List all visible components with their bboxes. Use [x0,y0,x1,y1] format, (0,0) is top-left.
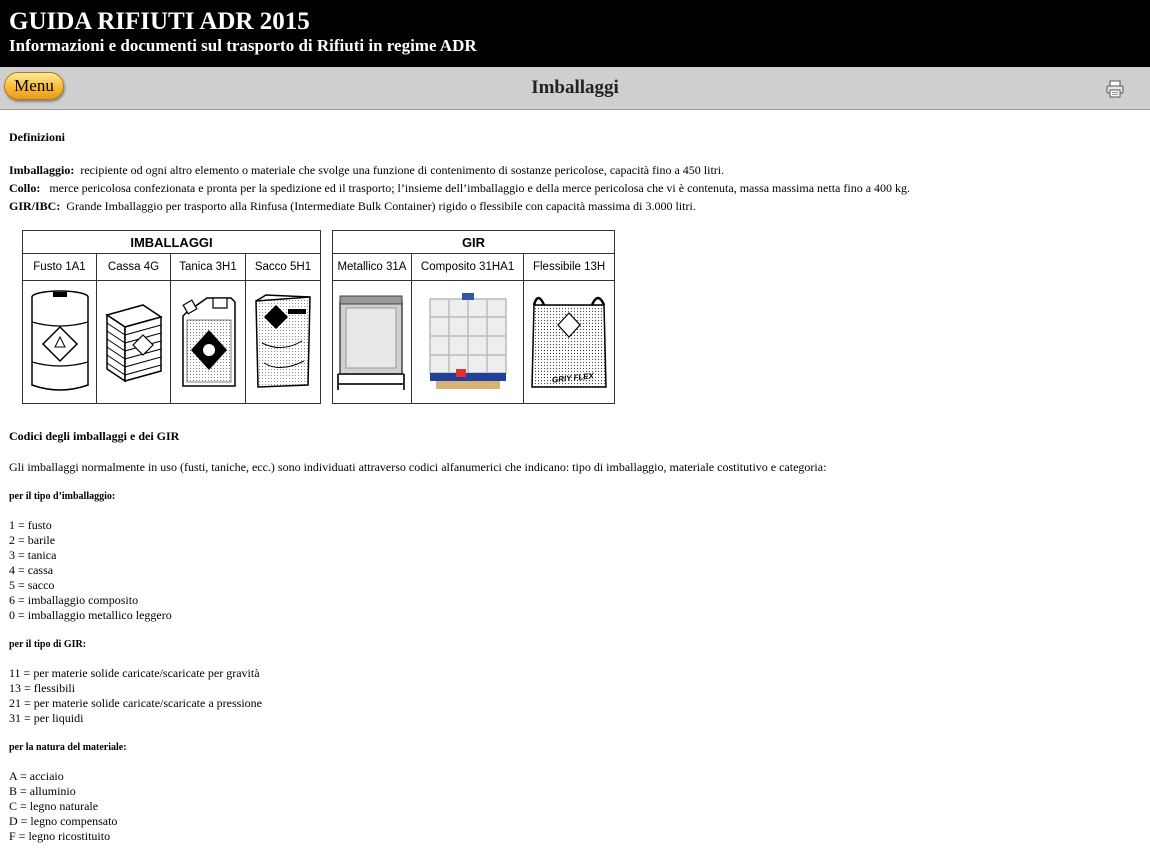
imballaggi-table [22,230,321,404]
column-label-tanica: Tanica 3H1 [171,254,246,281]
bag-brand-label: GRIY FLEX [551,371,595,385]
codes-intro: Gli imballaggi normalmente in uso (fusti, taniche, ecc.) sono individuati attraverso codici alfanumerici che indicano: tipo di imballaggio, materiale costitutivo e categoria: [9,460,827,474]
main-content [0,130,1150,217]
list-item: 2 = barile [9,533,56,547]
list-item: 0 = imballaggio metallico leggero [9,608,172,622]
definition-item [9,199,1141,217]
tipo-imballaggio-list [9,518,1141,623]
column-label-flessibile: Flessibile 13H [524,254,615,281]
list-item: 21 = per materie solide caricate/scaricate a pressione [9,696,262,710]
list-item: 31 = per liquidi [9,711,84,725]
list-item: D = legno compensato [9,814,118,828]
jerrycan-illustration [171,281,246,404]
list-item: 13 = flessibili [9,681,76,695]
column-label-composito: Composito 31HA1 [411,254,523,281]
composite-ibc-photo [411,281,523,404]
definition-text: recipiente od ogni altro elemento o materiale che svolge una funzione di contenimento di sostanze pericolose, capacità fino a 450 litri. [80,163,725,177]
column-label-fusto: Fusto 1A1 [23,254,97,281]
page-title: Imballaggi [531,77,619,98]
site-subtitle: Informazioni e documenti sul trasporto di Rifiuti in regime ADR [9,36,477,55]
codes-title: Codici degli imballaggi e dei GIR [9,429,180,443]
list-item: 11 = per materie solide caricate/scaricate per gravità [9,666,260,680]
list-item: F = legno ricostituito [9,829,111,843]
crate-illustration [97,281,171,404]
definitions-title: Definizioni [9,130,65,144]
tipo-imballaggio-title: per il tipo d’imballaggio: [9,491,116,502]
definitions-list [9,163,1141,217]
list-item: C = legno naturale [9,799,99,813]
definition-term: Imballaggio: [9,163,75,177]
printer-icon[interactable] [1106,80,1124,98]
imballaggi-table-header: IMBALLAGGI [23,231,321,254]
natura-materiale-title: per la natura del materiale: [9,742,127,753]
toolbar [0,67,1150,110]
column-label-metallico: Metallico 31A [333,254,412,281]
codes-section [0,429,1150,844]
tipo-gir-list [9,666,1141,726]
list-item: 1 = fusto [9,518,52,532]
gir-table-header: GIR [333,231,615,254]
definition-text: Grande Imballaggio per trasporto alla Rinfusa (Intermediate Bulk Container) rigido o flessibile con capacità massima di 3.000 litri. [66,199,696,213]
drum-illustration [23,281,97,404]
definition-term: GIR/IBC: [9,199,61,213]
gir-table [332,230,615,404]
site-title: GUIDA RIFIUTI ADR 2015 [9,8,310,35]
tipo-gir-title: per il tipo di GIR: [9,639,87,650]
definition-item [9,181,1141,199]
definition-text: merce pericolosa confezionata e pronta per la spedizione ed il trasporto; l’insieme dell’imballaggio e della merce pericolosa che vi è contenuta, massa massima netta fino a 400 kg. [49,181,911,195]
definition-item [9,163,1141,181]
site-header [0,0,1150,67]
column-label-cassa: Cassa 4G [97,254,171,281]
list-item: B = alluminio [9,784,76,798]
column-label-sacco: Sacco 5H1 [246,254,321,281]
sack-illustration [246,281,321,404]
flexible-ibc-illustration [524,281,615,404]
list-item: 4 = cassa [9,563,54,577]
menu-button[interactable]: Menu [4,72,64,100]
list-item: 6 = imballaggio composito [9,593,139,607]
natura-materiale-list [9,769,1141,844]
list-item: A = acciaio [9,769,64,783]
metal-ibc-photo [333,281,412,404]
list-item: 3 = tanica [9,548,57,562]
definition-term: Collo: [9,181,41,195]
list-item: 5 = sacco [9,578,55,592]
